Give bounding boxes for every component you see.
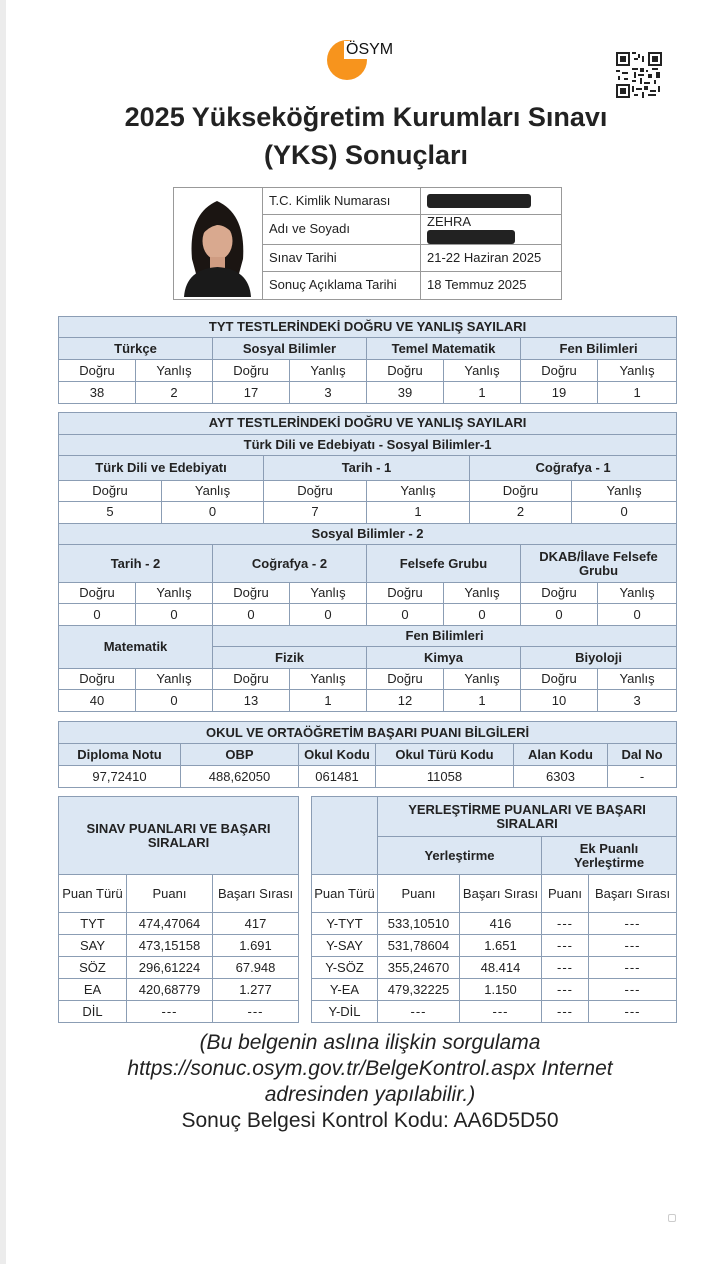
tyt-dogru-value: 39: [367, 382, 444, 404]
ayt-section2-title: Sosyal Bilimler - 2: [59, 523, 677, 545]
col-dogru: Doğru: [213, 668, 290, 690]
ek-score: ---: [542, 1001, 589, 1023]
ayt-yanlis-value: 0: [572, 502, 677, 524]
candidate-first-name: ZEHRA: [427, 214, 471, 229]
ayt-subject-name: Biyoloji: [521, 647, 677, 669]
score-type: SÖZ: [59, 957, 127, 979]
ayt-yanlis-value: 0: [290, 604, 367, 626]
placement-blank: [312, 797, 378, 875]
placement-type: Y-DİL: [312, 1001, 378, 1023]
candidate-value-tc: [421, 188, 562, 215]
obp-value: 488,62050: [181, 766, 299, 788]
tyt-table: [58, 316, 677, 404]
tyt-subject-name: Temel Matematik: [367, 338, 521, 360]
ayt-dogru-value: 0: [367, 604, 444, 626]
score-type: DİL: [59, 1001, 127, 1023]
ayt-section1-title: Türk Dili ve Edebiyatı - Sosyal Bilimler-1: [59, 434, 677, 456]
ayt-yanlis-value: 1: [290, 690, 367, 712]
ayt-subject-name: Tarih - 2: [59, 545, 213, 583]
col-yanlis: Yanlış: [136, 582, 213, 604]
col-dogru: Doğru: [521, 582, 598, 604]
tyt-yanlis-value: 3: [290, 382, 367, 404]
redaction-mark: [427, 194, 531, 208]
ayt-subject-name: Türk Dili ve Edebiyatı: [59, 456, 264, 481]
col-yanlis: Yanlış: [290, 582, 367, 604]
obp-header: Dal No: [608, 744, 677, 766]
col-basari-sirasi: Başarı Sırası: [213, 875, 299, 913]
score-value: 474,47064: [127, 913, 213, 935]
placement-score: ---: [378, 1001, 460, 1023]
col-basari-sirasi: Başarı Sırası: [460, 875, 542, 913]
tyt-title: TYT TESTLERİNDEKİ DOĞRU VE YANLIŞ SAYILARI: [59, 317, 677, 338]
score-value: ---: [127, 1001, 213, 1023]
col-yanlis: Yanlış: [136, 360, 213, 382]
osym-logo-text: ÖSYM: [346, 41, 394, 58]
footer-note: [0, 1030, 720, 1134]
tyt-dogru-value: 19: [521, 382, 598, 404]
score-type: SAY: [59, 935, 127, 957]
control-code: Sonuç Belgesi Kontrol Kodu: AA6D5D50: [181, 1109, 559, 1132]
redaction-mark: [427, 230, 515, 244]
ek-score: ---: [542, 913, 589, 935]
ayt-title: AYT TESTLERİNDEKİ DOĞRU VE YANLIŞ SAYILARI: [59, 413, 677, 435]
placement-score: 531,78604: [378, 935, 460, 957]
page-title: [0, 98, 720, 174]
col-yanlis: Yanlış: [444, 582, 521, 604]
obp-title: OKUL VE ORTAÖĞRETİM BAŞARI PUANI BİLGİLERİ: [59, 722, 677, 744]
tyt-subject-name: Türkçe: [59, 338, 213, 360]
ayt-subject-name: Matematik: [59, 625, 213, 668]
col-yanlis: Yanlış: [598, 582, 677, 604]
obp-header: Okul Kodu: [299, 744, 376, 766]
candidate-info-table: [173, 187, 562, 300]
col-dogru: Doğru: [521, 360, 598, 382]
placement-type: Y-SAY: [312, 935, 378, 957]
footer-line-2-url[interactable]: https://sonuc.osym.gov.tr/BelgeKontrol.aspx Internet: [127, 1057, 613, 1080]
obp-header: Diploma Notu: [59, 744, 181, 766]
candidate-label-name: Adı ve Soyadı: [263, 215, 421, 245]
col-yanlis: Yanlış: [444, 360, 521, 382]
qr-code-icon: [616, 52, 662, 98]
candidate-label-exam-date: Sınav Tarihi: [263, 244, 421, 271]
ayt-dogru-value: 10: [521, 690, 598, 712]
ayt-subject-name: Tarih - 1: [264, 456, 470, 481]
ayt-yanlis-value: 0: [444, 604, 521, 626]
ayt-yanlis-value: 0: [598, 604, 677, 626]
ayt-yanlis-value: 3: [598, 690, 677, 712]
ek-score: ---: [542, 979, 589, 1001]
corner-mark-icon: [668, 1214, 676, 1222]
ayt-subject-name: Kimya: [367, 647, 521, 669]
col-dogru: Doğru: [367, 360, 444, 382]
ayt-subject-name: Fizik: [213, 647, 367, 669]
candidate-label-tc: T.C. Kimlik Numarası: [263, 188, 421, 215]
placement-scores-table: [311, 796, 677, 1023]
col-dogru: Doğru: [59, 582, 136, 604]
col-dogru: Doğru: [521, 668, 598, 690]
col-dogru: Doğru: [367, 582, 444, 604]
ayt-dogru-value: 0: [213, 604, 290, 626]
candidate-label-result-date: Sonuç Açıklama Tarihi: [263, 271, 421, 299]
obp-table: [58, 721, 677, 788]
tyt-yanlis-value: 1: [598, 382, 677, 404]
score-rank: 417: [213, 913, 299, 935]
obp-header: Okul Türü Kodu: [376, 744, 514, 766]
col-basari-sirasi: Başarı Sırası: [589, 875, 677, 913]
ayt-subject-name: Coğrafya - 1: [470, 456, 677, 481]
obp-value: 061481: [299, 766, 376, 788]
col-puani: Puanı: [378, 875, 460, 913]
placement-rank: 1.150: [460, 979, 542, 1001]
tyt-yanlis-value: 2: [136, 382, 213, 404]
ek-rank: ---: [589, 913, 677, 935]
obp-value: 6303: [514, 766, 608, 788]
ek-rank: ---: [589, 1001, 677, 1023]
col-puan-turu: Puan Türü: [59, 875, 127, 913]
col-yanlis: Yanlış: [598, 360, 677, 382]
col-puani: Puanı: [127, 875, 213, 913]
osym-logo: [325, 38, 425, 82]
ayt-yanlis-value: 0: [162, 502, 264, 524]
ek-puanli-header: Ek Puanlı Yerleştirme: [542, 837, 677, 875]
col-dogru: Doğru: [59, 360, 136, 382]
col-dogru: Doğru: [213, 360, 290, 382]
placement-score: 355,24670: [378, 957, 460, 979]
col-puan-turu: Puan Türü: [312, 875, 378, 913]
ek-rank: ---: [589, 979, 677, 1001]
placement-score: 479,32225: [378, 979, 460, 1001]
placement-scores-title: YERLEŞTİRME PUANLARI VE BAŞARI SIRALARI: [378, 797, 677, 837]
ayt-dogru-value: 5: [59, 502, 162, 524]
candidate-photo: [174, 188, 263, 300]
tyt-yanlis-value: 1: [444, 382, 521, 404]
col-yanlis: Yanlış: [572, 480, 677, 502]
candidate-photo-image: [174, 189, 261, 297]
col-yanlis: Yanlış: [162, 480, 264, 502]
ek-rank: ---: [589, 935, 677, 957]
score-type: EA: [59, 979, 127, 1001]
col-yanlis: Yanlış: [290, 360, 367, 382]
ek-score: ---: [542, 935, 589, 957]
ayt-subject-name: Coğrafya - 2: [213, 545, 367, 583]
placement-type: Y-TYT: [312, 913, 378, 935]
placement-type: Y-EA: [312, 979, 378, 1001]
obp-value: 97,72410: [59, 766, 181, 788]
col-yanlis: Yanlış: [290, 668, 367, 690]
tyt-subject-name: Sosyal Bilimler: [213, 338, 367, 360]
score-rank: ---: [213, 1001, 299, 1023]
col-dogru: Doğru: [470, 480, 572, 502]
obp-header: Alan Kodu: [514, 744, 608, 766]
score-rank: 1.691: [213, 935, 299, 957]
col-puani: Puanı: [542, 875, 589, 913]
tyt-dogru-value: 17: [213, 382, 290, 404]
ayt-yanlis-value: 1: [444, 690, 521, 712]
title-line-1: 2025 Yükseköğretim Kurumları Sınavı: [124, 102, 608, 132]
candidate-value-exam-date: 21-22 Haziran 2025: [421, 244, 562, 271]
candidate-value-result-date: 18 Temmuz 2025: [421, 271, 562, 299]
placement-rank: 48.414: [460, 957, 542, 979]
col-yanlis: Yanlış: [136, 668, 213, 690]
placement-type: Y-SÖZ: [312, 957, 378, 979]
score-rank: 67.948: [213, 957, 299, 979]
col-yanlis: Yanlış: [444, 668, 521, 690]
ayt-yanlis-value: 0: [136, 690, 213, 712]
ayt-dogru-value: 12: [367, 690, 444, 712]
obp-header: OBP: [181, 744, 299, 766]
col-dogru: Doğru: [59, 668, 136, 690]
yerlestirme-header: Yerleştirme: [378, 837, 542, 875]
ayt-dogru-value: 13: [213, 690, 290, 712]
ayt-dogru-value: 2: [470, 502, 572, 524]
ayt-subject-name: DKAB/İlave Felsefe Grubu: [521, 545, 677, 583]
ek-score: ---: [542, 957, 589, 979]
ayt-table: [58, 412, 677, 712]
ayt-fen-title: Fen Bilimleri: [213, 625, 677, 647]
tyt-subject-name: Fen Bilimleri: [521, 338, 677, 360]
score-value: 296,61224: [127, 957, 213, 979]
tyt-dogru-value: 38: [59, 382, 136, 404]
placement-rank: 416: [460, 913, 542, 935]
score-value: 420,68779: [127, 979, 213, 1001]
col-dogru: Doğru: [367, 668, 444, 690]
placement-score: 533,10510: [378, 913, 460, 935]
obp-value: -: [608, 766, 677, 788]
ayt-yanlis-value: 0: [136, 604, 213, 626]
footer-line-3: adresinden yapılabilir.): [264, 1083, 476, 1106]
exam-scores-title: SINAV PUANLARI VE BAŞARI SIRALARI: [59, 797, 299, 875]
ayt-dogru-value: 0: [59, 604, 136, 626]
ayt-dogru-value: 7: [264, 502, 367, 524]
title-line-2: (YKS) Sonuçları: [263, 140, 469, 170]
col-dogru: Doğru: [264, 480, 367, 502]
exam-scores-table: [58, 796, 299, 1023]
footer-line-1: (Bu belgenin aslına ilişkin sorgulama: [199, 1031, 541, 1054]
score-value: 473,15158: [127, 935, 213, 957]
ayt-subject-name: Felsefe Grubu: [367, 545, 521, 583]
candidate-value-name: [421, 215, 562, 245]
ayt-dogru-value: 0: [521, 604, 598, 626]
placement-rank: ---: [460, 1001, 542, 1023]
col-yanlis: Yanlış: [598, 668, 677, 690]
ayt-yanlis-value: 1: [367, 502, 470, 524]
obp-value: 11058: [376, 766, 514, 788]
ayt-dogru-value: 40: [59, 690, 136, 712]
ek-rank: ---: [589, 957, 677, 979]
placement-rank: 1.651: [460, 935, 542, 957]
col-dogru: Doğru: [213, 582, 290, 604]
col-dogru: Doğru: [59, 480, 162, 502]
score-type: TYT: [59, 913, 127, 935]
score-rank: 1.277: [213, 979, 299, 1001]
col-yanlis: Yanlış: [367, 480, 470, 502]
